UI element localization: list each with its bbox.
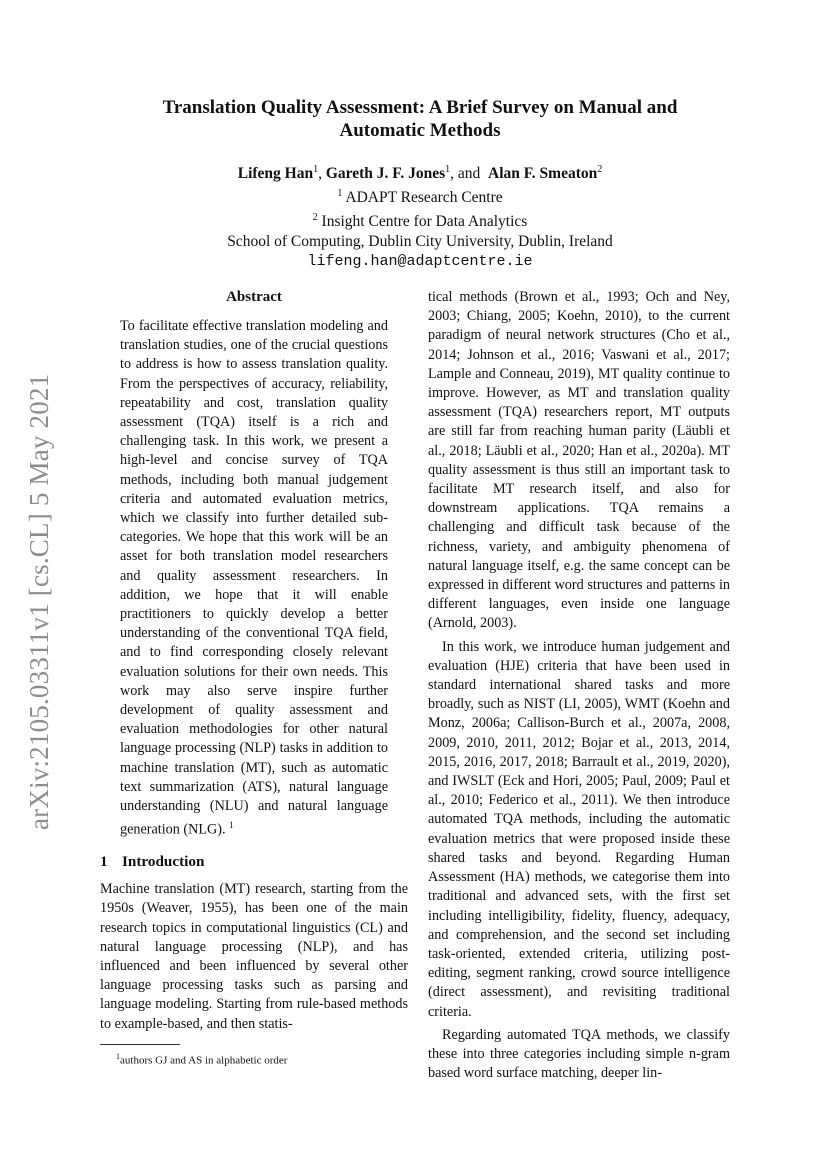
intro-paragraph-2: In this work, we introduce human judgement and evaluation (HJE) criteria that have been used in standard international shared tasks and more broadly, such as NIST (LI, 2005), WMT (Koehn and Monz, 2006a; Callison-Burch et al., 2007a, 2008, 2009, 2010, 2011, 2012; Bojar et al., 2013, 2014, 2015, 2016, 2017, 2018; Barrault et al., 2019, 2020), and IWSLT (Eck and Hori, 2005; Paul, 2009; Paul et al., 2010; Federico et al., 2011). We then introduce automated TQA methods, including the automatic evaluation metrics that were proposed inside these shared tasks and beyond. Regarding Human Assessment (HA) methods, we categorise them into traditional and advanced sets, with the first set including intelligibility, fidelity, fluency, adequacy, and comprehension, and the second set including task-oriented, extended criteria, utilizing post-editing, segment ranking, crowd source intelligence (direct assessment), and revisiting traditional criteria.	[428, 638, 730, 1020]
section-number: 1	[100, 853, 108, 871]
abstract-footnote-mark: 1	[229, 820, 234, 831]
footnote-mark: 1	[116, 1052, 120, 1061]
author-conjunction: , and	[450, 165, 481, 183]
author-1-affil: 1	[313, 164, 319, 175]
paper-title	[100, 96, 740, 142]
author-3-name: Alan F. Smeaton	[488, 165, 598, 183]
affiliation-2: $^2$ Insight Centre for Data Analytics	[312, 212, 528, 231]
author-3-affil: 2	[597, 164, 603, 175]
author-1-name: Lifeng Han	[237, 165, 314, 183]
title-line-1: Translation Quality Assessment: A Brief Survey on Manual and	[162, 97, 678, 118]
intro-paragraph-1-continued: tical methods (Brown et al., 1993; Och and Ney, 2003; Chiang, 2005; Koehn, 2010), to the current paradigm of neural network structures (Cho et al., 2014; Johnson et al., 2016; Vaswani et al., 2017; Lample and Conneau, 2019), MT quality continue to improve. However, as MT and translation quality assessment (TQA) researchers report, MT outputs are still far from reaching human parity (Läubli et al., 2018; Läubli et al., 2020; Han et al., 2020a). MT quality assessment is thus still an important task to facilitate MT research itself, and also for downstream applications. TQA remains a challenging and difficult task because of the richness, variety, and ambiguity phenomena of natural language itself, e.g. the same concept can be expressed in different word structures and patterns in different languages, even inside one language (Arnold, 2003).	[428, 289, 730, 632]
author-email: lifeng.han@adaptcentre.ie	[307, 253, 533, 271]
footnote-text: authors GJ and AS in alphabetic order	[120, 1054, 288, 1067]
author-2-name: Gareth J. F. Jones	[325, 165, 446, 183]
section-heading-introduction	[100, 852, 408, 872]
school-affiliation: School of Computing, Dublin City University, Dublin, Ireland	[227, 233, 613, 251]
author-2-affil: 1	[445, 164, 451, 175]
footnote-rule	[100, 1044, 180, 1045]
intro-paragraph-1: Machine translation (MT) research, starting from the 1950s (Weaver, 1955), has been one of the main research topics in computational linguistics (CL) and natural language processing (NLP), and has influenced and been influenced by several other language processing tasks such as parsing and language modeling. Starting from rule-based methods to example-based, and then statis-	[100, 881, 408, 1032]
abstract-body	[120, 317, 388, 840]
arxiv-identifier: arXiv:2105.03311v1 [cs.CL] 5 May 2021	[24, 373, 54, 830]
abstract-text: To facilitate effective translation modeling and translation studies, one of the crucial questions to address is how to assess translation quality. From the perspectives of accuracy, reliability, repeatability and cost, translation quality assessment (TQA) itself is a rich and challenging task. In this work, we present a high-level and concise survey of TQA methods, including both manual judgement criteria and automated evaluation metrics, which we classify into further detailed sub-categories. We hope that this work will be an asset for both translation model researchers and quality assessment researchers. In addition, we hope that it will enable practitioners to quickly develop a better understanding of the conventional TQA field, and to find corresponding closely relevant evaluation solutions for their own needs. This work may also serve inspire further development of quality assessment and evaluation methodologies for other natural language processing (NLP) tasks in addition to machine translation (MT), such as automatic text summarization (ATS), natural language understanding (NLU) and natural language generation (NLG).	[120, 318, 388, 839]
intro-paragraph-3: Regarding automated TQA methods, we classify these into three categories including simple n-gram based word surface matching, deeper lin-	[428, 1026, 730, 1082]
abstract-heading: Abstract	[226, 289, 282, 305]
affiliation-1: $^1$ ADAPT Research Centre	[337, 188, 503, 207]
left-column	[100, 288, 408, 1034]
footnote	[116, 1050, 287, 1068]
author-block	[100, 160, 740, 272]
author-names: Lifeng Han$^1$, Gareth J. F. Jones$^1$, and Alan F. Smeaton$^2$	[237, 164, 603, 183]
section-title: Introduction	[122, 853, 205, 871]
right-column	[428, 288, 730, 1083]
title-line-2: Automatic Methods	[339, 120, 501, 141]
